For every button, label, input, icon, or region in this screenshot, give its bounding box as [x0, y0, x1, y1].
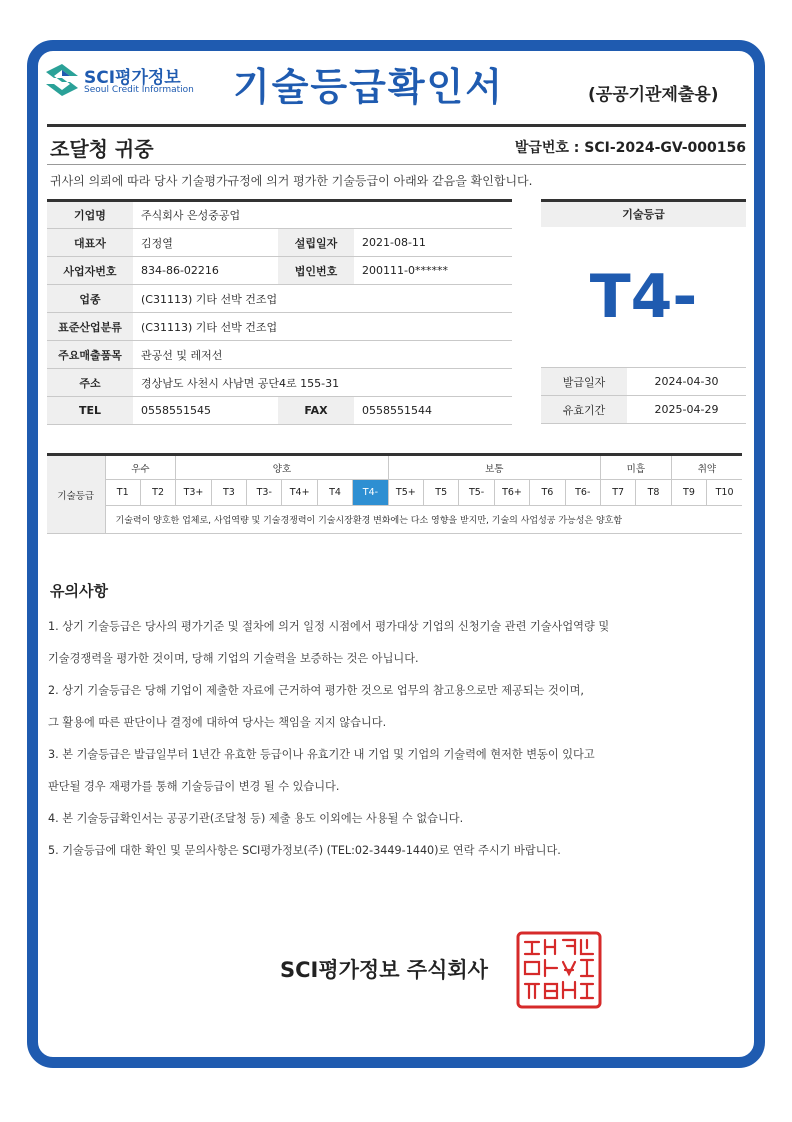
company-info-table — [47, 199, 512, 425]
grade-cell: T3+ — [176, 480, 211, 506]
grade-cell: T6 — [530, 480, 565, 506]
note-line: 5. 기술등급에 대한 확인 및 문의사항은 SCI평가정보(주) (TEL:02-3449-1440)로 연락 주시기 바랍니다. — [48, 844, 561, 857]
issue-date-value: 2024-04-30 — [627, 368, 746, 396]
addressee-divider — [47, 164, 746, 165]
fax-label: FAX — [278, 397, 354, 425]
grade-cell: T4+ — [282, 480, 317, 506]
issuer-company: SCI평가정보 주식회사 — [280, 958, 488, 982]
grade-cell-row — [47, 480, 742, 506]
corpno-value: 200111-0****** — [354, 257, 512, 285]
grade-group-header: 우수 — [105, 455, 176, 480]
grade-description-row — [47, 506, 742, 534]
products-label: 주요매출품목 — [47, 341, 133, 369]
products-value: 관공선 및 레저선 — [133, 341, 512, 369]
logo-text: SCI평가정보 — [84, 68, 181, 88]
address-label: 주소 — [47, 369, 133, 397]
std-industry-value: (C31113) 기타 선박 건조업 — [133, 313, 512, 341]
note-line: 1. 상기 기술등급은 당사의 평가기준 및 절차에 의거 일정 시점에서 평가대상 기업의 신청기술 관련 기술사업역량 및 — [48, 620, 610, 633]
grade-cell: T4- — [353, 480, 388, 506]
industry-label: 업종 — [47, 285, 133, 313]
grade-cell: T3- — [247, 480, 282, 506]
tel-value: 0558551545 — [133, 397, 278, 425]
logo-subtext: Seoul Credit Information — [84, 85, 194, 95]
fax-value: 0558551544 — [354, 397, 512, 425]
header-divider — [47, 124, 746, 127]
table-row — [541, 396, 746, 424]
grade-cell: T8 — [636, 480, 671, 506]
table-row — [47, 397, 512, 425]
note-line: 3. 본 기술등급은 발급일부터 1년간 유효한 등급이나 유효기간 내 기업 및 기업의 기술력에 현저한 변동이 있다고 — [48, 748, 595, 761]
tel-label: TEL — [47, 397, 133, 425]
grade-box — [541, 199, 746, 424]
grade-group-header: 취약 — [671, 455, 742, 480]
founded-label: 설립일자 — [278, 229, 354, 257]
table-row — [541, 368, 746, 396]
industry-value: (C31113) 기타 선박 건조업 — [133, 285, 512, 313]
table-row — [47, 369, 512, 397]
grade-dates-table — [541, 367, 746, 424]
bizno-value: 834-86-02216 — [133, 257, 278, 285]
grade-group-header: 양호 — [176, 455, 388, 480]
grade-cell: T9 — [671, 480, 706, 506]
grade-cell: T7 — [600, 480, 635, 506]
table-row — [47, 201, 512, 229]
issue-date-label: 발급일자 — [541, 368, 627, 396]
company-name-label: 기업명 — [47, 201, 133, 229]
document-subtitle: (공공기관제출용) — [588, 85, 719, 105]
grade-group-header: 미흡 — [600, 455, 671, 480]
grade-cell: T6+ — [494, 480, 529, 506]
grade-cell: T3 — [211, 480, 246, 506]
founded-value: 2021-08-11 — [354, 229, 512, 257]
grade-group-row — [47, 455, 742, 480]
valid-until-value: 2025-04-29 — [627, 396, 746, 424]
grade-header: 기술등급 — [541, 199, 746, 227]
sci-logo — [44, 60, 214, 104]
company-seal-icon — [515, 930, 603, 1010]
grade-cell: T10 — [707, 480, 742, 506]
sci-logo-icon — [44, 62, 80, 98]
ceo-label: 대표자 — [47, 229, 133, 257]
grade-cell: T2 — [140, 480, 175, 506]
grade-group-header: 보통 — [388, 455, 600, 480]
table-row — [47, 229, 512, 257]
grade-description: 기술력이 양호한 업체로, 사업역량 및 기술경쟁력이 기술시장환경 변화에는 다소 영향을 받지만, 기술의 사업성공 가능성은 양호함 — [105, 506, 742, 534]
grade-cell: T1 — [105, 480, 140, 506]
ceo-value: 김정열 — [133, 229, 278, 257]
grade-scale-table — [47, 453, 742, 534]
notes-title: 유의사항 — [50, 582, 108, 600]
note-line: 2. 상기 기술등급은 당해 기업이 제출한 자료에 근거하여 평가한 것으로 업무의 참고용으로만 제공되는 것이며, — [48, 684, 584, 697]
grade-cell: T6- — [565, 480, 600, 506]
note-line: 그 활용에 따른 판단이나 결정에 대하여 당사는 책임을 지지 않습니다. — [48, 716, 387, 729]
grade-cell: T5 — [424, 480, 459, 506]
std-industry-label: 표준산업분류 — [47, 313, 133, 341]
company-name-value: 주식회사 은성중공업 — [133, 201, 512, 229]
issue-number: 발급번호 : SCI-2024-GV-000156 — [514, 140, 746, 156]
table-row — [47, 285, 512, 313]
table-row — [47, 313, 512, 341]
note-line: 기술경쟁력을 평가한 것이며, 당해 기업의 기술력을 보증하는 것은 아닙니다. — [48, 652, 419, 665]
document-frame — [27, 40, 765, 1068]
grade-cell: T5- — [459, 480, 494, 506]
note-line: 판단될 경우 재평가를 통해 기술등급이 변경 될 수 있습니다. — [48, 780, 340, 793]
grade-cell: T4 — [317, 480, 352, 506]
corpno-label: 법인번호 — [278, 257, 354, 285]
document-title: 기술등급확인서 — [233, 65, 504, 109]
note-line: 4. 본 기술등급확인서는 공공기관(조달청 등) 제출 용도 이외에는 사용될 수 없습니다. — [48, 812, 464, 825]
intro-text: 귀사의 의뢰에 따라 당사 기술평가규정에 의거 평가한 기술등급이 아래와 같음을 확인합니다. — [50, 174, 533, 188]
grade-cell: T5+ — [388, 480, 423, 506]
table-row — [47, 341, 512, 369]
bizno-label: 사업자번호 — [47, 257, 133, 285]
scale-row-label: 기술등급 — [47, 455, 105, 534]
address-value: 경상남도 사천시 사남면 공단4로 155-31 — [133, 369, 512, 397]
grade-value: T4- — [589, 262, 698, 332]
table-row — [47, 257, 512, 285]
valid-until-label: 유효기간 — [541, 396, 627, 424]
addressee: 조달청 귀중 — [50, 137, 154, 161]
